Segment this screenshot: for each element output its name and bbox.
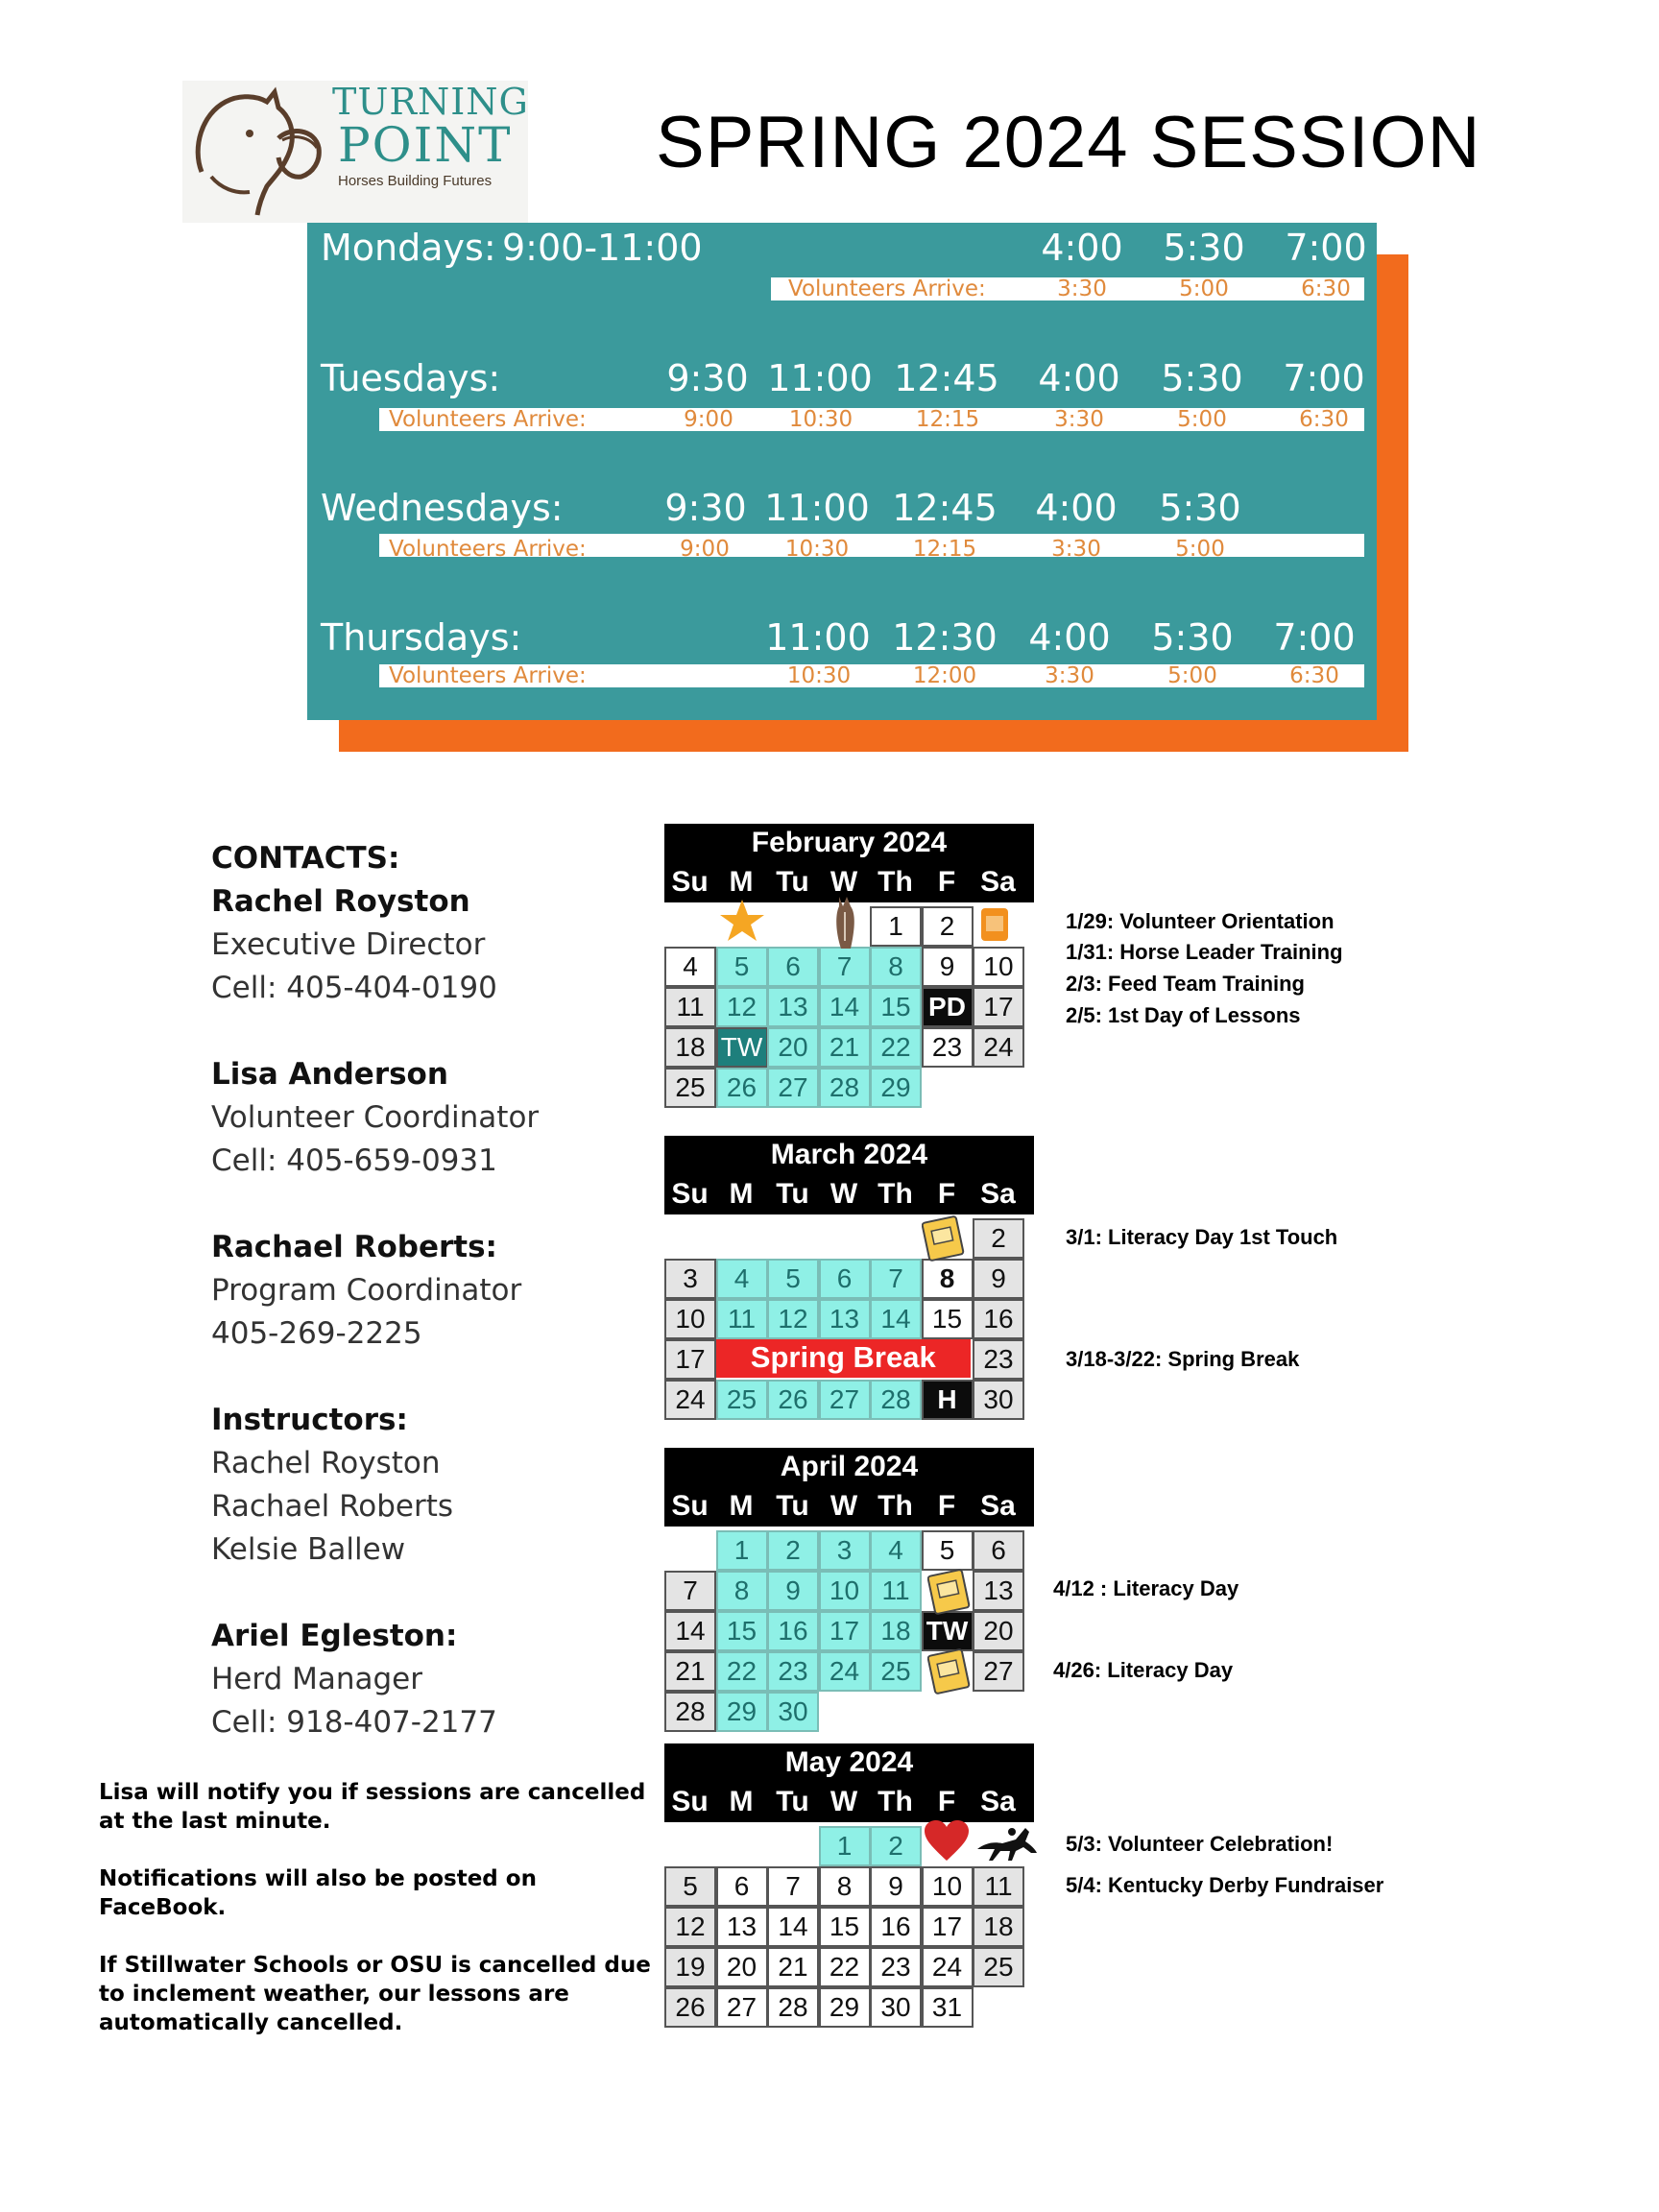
calendar-day: 30 [870,1987,922,2028]
day-header: M [729,1178,754,1210]
calendar-day: 25 [664,1068,716,1108]
day-header: Su [671,1786,709,1817]
calendar-day: 19 [664,1947,716,1987]
day-header: Sa [980,866,1016,898]
calendar-day: H [922,1380,974,1420]
heart-icon [923,1818,971,1863]
calendar-feb-title: February 2024 [664,824,1034,862]
calendar-day: 12 [716,987,768,1027]
thursday-arrive-time: 3:30 [1045,663,1094,688]
calendar-day: 28 [664,1692,716,1732]
calendar-day: 17 [922,1907,974,1947]
volunteers-arrive-label: Volunteers Arrive: [389,537,587,557]
tuesday-arrive-time: 3:30 [1054,407,1104,432]
calendar-day: 23 [973,1339,1024,1380]
thursday-time: 12:30 [892,616,998,659]
day-header: Th [878,1786,913,1817]
contact-phone: 405-269-2225 [211,1316,422,1351]
calendar-day: 26 [716,1068,768,1108]
calendar-day: 10 [664,1299,716,1339]
day-header: Tu [776,1178,809,1210]
calendar-day: 29 [870,1068,922,1108]
thursday-time: 4:00 [1028,616,1111,659]
contact-role: Volunteer Coordinator [211,1100,540,1135]
calendar-day: 17 [664,1339,716,1380]
calendar-day: 9 [767,1571,819,1611]
instructor-name: Kelsie Ballew [211,1532,406,1567]
contact-role: Herd Manager [211,1662,422,1696]
calendar-day: 6 [767,947,819,987]
tuesday-arrive-time: 5:00 [1177,407,1227,432]
instructors-heading: Instructors: [211,1403,408,1437]
calendar-day: 10 [819,1571,871,1611]
instructor-name: Rachael Roberts [211,1489,453,1524]
calendar-day: 23 [870,1947,922,1987]
tuesday-time: 11:00 [767,357,873,399]
wednesday-arrive-time: 5:00 [1175,537,1225,557]
calendar-day: 14 [819,987,871,1027]
calendar-day: 8 [819,1866,871,1907]
calendar-day: PD [922,987,974,1027]
calendar-may-title: May 2024 [664,1743,1034,1782]
calendar-day: 21 [664,1651,716,1692]
thursday-arrive-time: 12:00 [912,663,977,688]
day-header: M [729,1786,754,1817]
calendar-day: 2 [922,906,974,947]
day-header: Tu [776,1490,809,1522]
calendar-day: 24 [922,1947,974,1987]
event-label: 2/5: 1st Day of Lessons [1066,1003,1301,1027]
tuesday-time: 9:30 [666,357,749,399]
page-title: SPRING 2024 SESSION [656,102,1481,183]
calendar-day: 1 [819,1826,871,1866]
logo-line-2: POINT [338,117,513,173]
calendar-day: 13 [716,1907,768,1947]
contact-phone: Cell: 918-407-2177 [211,1705,497,1740]
volunteers-arrive-label: Volunteers Arrive: [788,276,986,301]
contact-role: Program Coordinator [211,1273,522,1308]
calendar-day: 20 [716,1947,768,1987]
calendar-day: 13 [767,987,819,1027]
calendar-day: 9 [922,947,974,987]
calendar-day: 10 [922,1866,974,1907]
day-header: W [830,1786,858,1817]
day-header: Tu [776,866,809,898]
wednesday-time: 5:30 [1159,487,1241,529]
calendar-day: 8 [870,947,922,987]
monday-label: Mondays: [321,227,496,269]
calendar-day: 31 [922,1987,974,2028]
contact-name: Rachel Royston [211,884,470,919]
calendar-day: 20 [767,1027,819,1068]
event-label: 4/12 : Literacy Day [1053,1576,1239,1600]
calendar-day: 22 [870,1027,922,1068]
calendar-day: 14 [767,1907,819,1947]
event-label: 5/4: Kentucky Derby Fundraiser [1066,1873,1384,1897]
event-label: 2/3: Feed Team Training [1066,972,1305,996]
thursday-time: 7:00 [1273,616,1356,659]
calendar-day: 28 [819,1068,871,1108]
thursday-arrive-time: 5:00 [1167,663,1217,688]
volunteers-arrive-label: Volunteers Arrive: [389,407,587,432]
calendar-day: 30 [767,1692,819,1732]
calendar-day: 10 [973,947,1024,987]
calendar-day: 18 [870,1611,922,1651]
thursday-label: Thursdays: [321,616,522,659]
day-header: Th [878,866,913,898]
monday-arrive-time: 6:30 [1301,276,1351,301]
calendar-day: 14 [870,1299,922,1339]
calendar-day: 15 [819,1907,871,1947]
calendar-day: 25 [973,1947,1024,1987]
tuesday-arrive-time: 9:00 [684,407,733,432]
day-header: W [830,1490,858,1522]
calendar-day: 5 [767,1259,819,1299]
calendar-day: 2 [767,1530,819,1571]
calendar-day: 28 [767,1987,819,2028]
horse-head-icon [831,893,858,952]
calendar-day: 25 [870,1651,922,1692]
event-label: 4/26: Literacy Day [1053,1658,1234,1682]
calendar-day: 1 [870,906,922,947]
contact-role: Executive Director [211,927,486,962]
calendar-day: 30 [973,1380,1024,1420]
tuesday-arrive-time: 12:15 [915,407,980,432]
day-header: Su [671,1178,709,1210]
day-header: Th [878,1178,913,1210]
day-header: Sa [980,1786,1016,1817]
calendar-day: 7 [767,1866,819,1907]
calendar-day: 25 [716,1380,768,1420]
calendar-day: 24 [973,1027,1024,1068]
calendar-day: 7 [819,947,871,987]
calendar-day: 22 [716,1651,768,1692]
calendar-day: 21 [767,1947,819,1987]
calendar-day: 9 [973,1259,1024,1299]
calendar-day: 29 [819,1987,871,2028]
day-header: F [937,1490,956,1522]
calendar-day: 27 [716,1987,768,2028]
calendar-apr-title: April 2024 [664,1448,1034,1486]
calendar-day: TW [716,1027,768,1068]
calendar-day: 16 [767,1611,819,1651]
contact-name: Ariel Egleston: [211,1619,458,1653]
day-header: Sa [980,1178,1016,1210]
monday-time: 7:00 [1285,227,1367,269]
horse-racing-icon [974,1820,1041,1863]
day-header: Sa [980,1490,1016,1522]
wednesday-time: 11:00 [764,487,870,529]
calendar-day: 15 [922,1299,974,1339]
calendar-day: 11 [716,1299,768,1339]
day-header: M [729,1490,754,1522]
calendar-day: 24 [664,1380,716,1420]
calendar-day: 3 [819,1530,871,1571]
event-label: 5/3: Volunteer Celebration! [1066,1832,1334,1856]
calendar-day: 8 [716,1571,768,1611]
tuesday-time: 5:30 [1161,357,1243,399]
contact-name: Lisa Anderson [211,1057,448,1092]
calendar-day: 18 [664,1027,716,1068]
wednesday-arrive-time: 9:00 [680,537,730,557]
wednesday-time: 9:30 [664,487,747,529]
calendar-day: 16 [870,1907,922,1947]
day-header: M [729,866,754,898]
calendar-day: 11 [870,1571,922,1611]
calendar-day: 9 [870,1866,922,1907]
day-header: Su [671,866,709,898]
calendar-day: 27 [973,1651,1024,1692]
monday-time: 9:00-11:00 [502,227,703,269]
calendar-day: 3 [664,1259,716,1299]
tuesday-arrive-time: 10:30 [788,407,854,432]
wednesday-arrive-time: 3:30 [1051,537,1101,557]
calendar-day: 4 [870,1530,922,1571]
calendar-day: 16 [973,1299,1024,1339]
monday-time: 5:30 [1163,227,1245,269]
calendar-day: 4 [664,947,716,987]
calendar-day: 2 [973,1218,1024,1259]
monday-time: 4:00 [1041,227,1123,269]
calendar-day: 29 [716,1692,768,1732]
event-label: 1/29: Volunteer Orientation [1066,909,1334,933]
note-text: Lisa will notify you if sessions are cancelled at the last minute. [99,1780,646,1834]
calendar-day: 23 [767,1651,819,1692]
tuesday-time: 4:00 [1038,357,1120,399]
calendar-day: 20 [973,1611,1024,1651]
calendar-day: 27 [819,1380,871,1420]
calendar-day: 14 [664,1611,716,1651]
day-header: W [830,866,858,898]
book-icon [927,1565,972,1617]
calendar-day: 26 [664,1987,716,2028]
thursday-time: 5:30 [1151,616,1234,659]
spring-break-banner: Spring Break [716,1339,972,1378]
day-header: Th [878,1490,913,1522]
calendar-day: TW [922,1611,974,1651]
day-header: Su [671,1490,709,1522]
wednesday-arrive-time: 10:30 [784,537,850,557]
volunteers-arrive-label: Volunteers Arrive: [389,663,587,688]
day-header: F [937,866,956,898]
calendar-day: 18 [973,1907,1024,1947]
tuesday-arrive-time: 6:30 [1299,407,1349,432]
calendar-day: 4 [716,1259,768,1299]
calendar-day: 17 [819,1611,871,1651]
monday-arrive-time: 3:30 [1057,276,1107,301]
thursday-arrive-time: 10:30 [786,663,852,688]
calendar-day: 6 [716,1866,768,1907]
event-label: 3/18-3/22: Spring Break [1066,1347,1300,1371]
calendar-mar-title: March 2024 [664,1136,1034,1174]
calendar-day: 15 [716,1611,768,1651]
feed-bucket-icon [977,902,1012,945]
calendar-apr-day-headers [664,1486,1034,1527]
calendar-day: 12 [664,1907,716,1947]
calendar-day: 22 [819,1947,871,1987]
calendar-day: 7 [664,1571,716,1611]
wednesday-time: 4:00 [1035,487,1118,529]
event-label: 3/1: Literacy Day 1st Touch [1066,1225,1338,1249]
contact-name: Rachael Roberts: [211,1230,497,1264]
calendar-day: 7 [870,1259,922,1299]
day-header: W [830,1178,858,1210]
calendar-day: 6 [973,1530,1024,1571]
book-icon [922,1212,966,1263]
tuesday-time: 12:45 [894,357,999,399]
calendar-day: 24 [819,1651,871,1692]
calendar-day: 12 [767,1299,819,1339]
calendar-day: 13 [819,1299,871,1339]
calendar-day: 13 [973,1571,1024,1611]
calendar-day: 6 [819,1259,871,1299]
calendar-day: 5 [664,1866,716,1907]
thursday-time: 11:00 [765,616,871,659]
tuesday-label: Tuesdays: [321,357,501,399]
calendar-day: 28 [870,1380,922,1420]
day-header: Tu [776,1786,809,1817]
calendar-day: 26 [767,1380,819,1420]
logo-tagline: Horses Building Futures [338,173,493,189]
calendar-day: 11 [973,1866,1024,1907]
day-header: F [937,1786,956,1817]
wednesday-label: Wednesdays: [321,487,564,529]
calendar-day: 11 [664,987,716,1027]
calendar-day: 27 [767,1068,819,1108]
calendar-day: 2 [870,1826,922,1866]
star-icon [718,898,766,944]
calendar-day: 5 [922,1530,974,1571]
logo-line-1: TURNING [332,81,529,123]
instructor-name: Rachel Royston [211,1446,441,1480]
note-text: If Stillwater Schools or OSU is cancelled due to inclement weather, our lessons are automatically cancelled. [99,1953,651,2035]
calendar-day: 15 [870,987,922,1027]
calendar-mar-day-headers [664,1174,1034,1214]
calendar-day: 23 [922,1027,974,1068]
contact-phone: Cell: 405-404-0190 [211,971,497,1005]
calendar-day: 17 [973,987,1024,1027]
calendar-may-day-headers [664,1782,1034,1822]
book-icon [927,1645,972,1696]
event-label: 1/31: Horse Leader Training [1066,940,1343,964]
wednesday-arrive-time: 12:15 [912,537,977,557]
monday-arrive-time: 5:00 [1179,276,1229,301]
calendar-day: 8 [922,1259,974,1299]
calendar-day: 1 [716,1530,768,1571]
calendar-day: 21 [819,1027,871,1068]
contact-phone: Cell: 405-659-0931 [211,1143,497,1178]
contacts-heading: CONTACTS: [211,841,400,876]
day-header: F [937,1178,956,1210]
thursday-arrive-time: 6:30 [1289,663,1339,688]
wednesday-time: 12:45 [892,487,998,529]
note-text: Notifications will also be posted on FaceBook. [99,1866,537,1920]
calendar-day: 5 [716,947,768,987]
tuesday-time: 7:00 [1283,357,1365,399]
